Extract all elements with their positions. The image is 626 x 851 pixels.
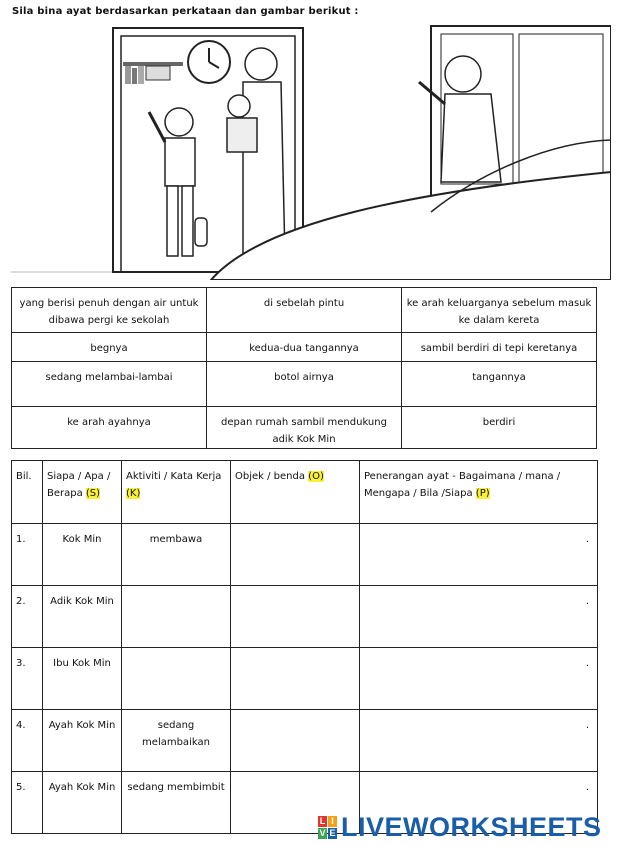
table-row bbox=[12, 524, 598, 586]
word-bank-table bbox=[11, 287, 597, 449]
description-answer-field[interactable]: . bbox=[360, 524, 598, 586]
word-bank-cell: begnya bbox=[12, 333, 207, 362]
header-desc: Penerangan ayat - Bagaimana / mana / Mengapa / Bila /Siapa (P) bbox=[360, 461, 598, 524]
verb-tag: (K) bbox=[126, 488, 141, 499]
description-answer-field[interactable]: . bbox=[360, 648, 598, 710]
live-letters-icon bbox=[318, 816, 337, 839]
object-answer-field[interactable] bbox=[231, 586, 360, 648]
word-bank-cell: ke arah ayahnya bbox=[12, 407, 207, 449]
word-bank-cell: berdiri bbox=[402, 407, 597, 449]
subject-cell: Ayah Kok Min bbox=[43, 710, 122, 772]
word-bank-cell: depan rumah sambil mendukung adik Kok Min bbox=[207, 407, 402, 449]
instruction-text: Sila bina ayat berdasarkan perkataan dan gambar berikut : bbox=[12, 6, 359, 17]
object-answer-field[interactable] bbox=[231, 710, 360, 772]
description-answer-field[interactable]: . bbox=[360, 586, 598, 648]
object-answer-field[interactable] bbox=[231, 648, 360, 710]
word-bank-cell: ke arah keluarganya sebelum masuk ke dalam kereta bbox=[402, 288, 597, 333]
live-letter: E bbox=[329, 828, 336, 838]
header-verb: Aktiviti / Kata Kerja (K) bbox=[122, 461, 231, 524]
word-bank-cell: botol airnya bbox=[207, 362, 402, 407]
word-bank-cell: tangannya bbox=[402, 362, 597, 407]
word-bank-row bbox=[12, 288, 597, 333]
table-row bbox=[12, 710, 598, 772]
row-number: 2. bbox=[12, 586, 43, 648]
word-bank-cell: sambil berdiri di tepi keretanya bbox=[402, 333, 597, 362]
word-bank-cell: sedang melambai-lambai bbox=[12, 362, 207, 407]
description-answer-field[interactable]: . bbox=[360, 772, 598, 834]
row-number: 3. bbox=[12, 648, 43, 710]
live-letter: I bbox=[328, 816, 337, 827]
live-letter: V bbox=[319, 828, 326, 838]
sentence-table bbox=[11, 460, 598, 834]
description-answer-field[interactable]: . bbox=[360, 710, 598, 772]
object-tag: (O) bbox=[308, 471, 324, 482]
table-row bbox=[12, 648, 598, 710]
scene-illustration bbox=[11, 22, 611, 280]
verb-cell bbox=[122, 586, 231, 648]
logo-text: LIVEWORKSHEETS bbox=[341, 811, 602, 842]
verb-cell: sedang melambaikan bbox=[122, 710, 231, 772]
verb-cell: sedang membimbit bbox=[122, 772, 231, 834]
word-bank-row bbox=[12, 407, 597, 449]
header-object: Objek / benda (O) bbox=[231, 461, 360, 524]
subject-cell: Adik Kok Min bbox=[43, 586, 122, 648]
liveworksheets-logo bbox=[318, 812, 602, 842]
subject-cell: Ibu Kok Min bbox=[43, 648, 122, 710]
desc-tag: (P) bbox=[475, 488, 490, 499]
subject-tag: (S) bbox=[85, 488, 101, 499]
header-subject: Siapa / Apa / Berapa (S) bbox=[43, 461, 122, 524]
verb-cell: membawa bbox=[122, 524, 231, 586]
row-number: 4. bbox=[12, 710, 43, 772]
object-answer-field[interactable] bbox=[231, 524, 360, 586]
sentence-table-header bbox=[12, 461, 598, 524]
word-bank-cell: di sebelah pintu bbox=[207, 288, 402, 333]
word-bank-cell: kedua-dua tangannya bbox=[207, 333, 402, 362]
header-bil: Bil. bbox=[12, 461, 43, 524]
table-row bbox=[12, 586, 598, 648]
verb-cell bbox=[122, 648, 231, 710]
word-bank-row bbox=[12, 333, 597, 362]
word-bank-cell: yang berisi penuh dengan air untuk dibawa pergi ke sekolah bbox=[12, 288, 207, 333]
subject-cell: Ayah Kok Min bbox=[43, 772, 122, 834]
word-bank-row bbox=[12, 362, 597, 407]
live-letter: L bbox=[319, 816, 326, 826]
subject-cell: Kok Min bbox=[43, 524, 122, 586]
row-number: 5. bbox=[12, 772, 43, 834]
row-number: 1. bbox=[12, 524, 43, 586]
